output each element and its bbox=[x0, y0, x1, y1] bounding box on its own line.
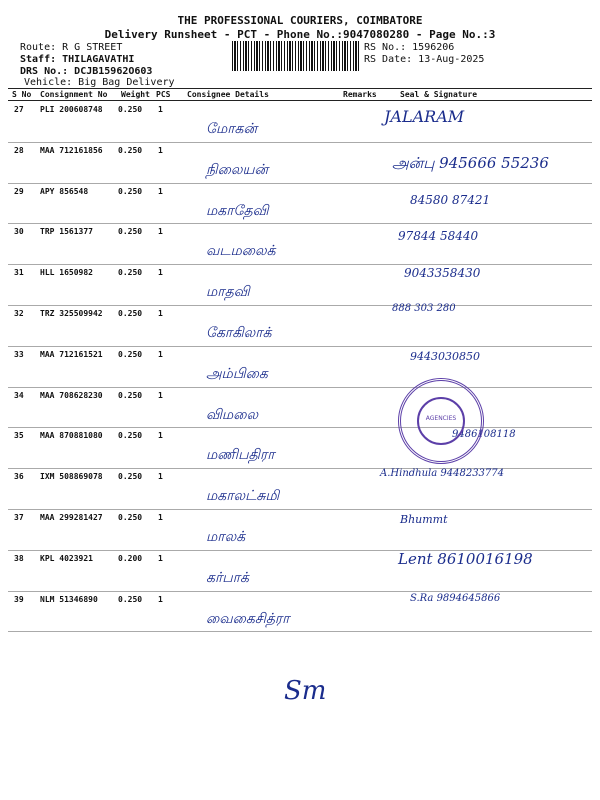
row-signature: A.Hindhula 9448233774 bbox=[380, 468, 505, 480]
runner-signature: Sm bbox=[284, 676, 327, 706]
row-weight: 0.250 bbox=[118, 594, 143, 604]
row-consignment: APY 856548 bbox=[40, 186, 89, 196]
col-pcs: PCS bbox=[156, 90, 171, 99]
row-consignment: HLL 1650982 bbox=[40, 268, 93, 278]
row-weight: 0.250 bbox=[118, 227, 143, 237]
row-signature: S.Ra 9894645866 bbox=[410, 592, 501, 604]
row-consignee: மாலக் bbox=[206, 529, 246, 545]
row-consignee: மகாலட்சுமி bbox=[206, 488, 280, 505]
row-consignee: மோகன் bbox=[206, 121, 258, 137]
row-consignee: அம்பிகை bbox=[206, 365, 268, 382]
row-signature: 9486108118 bbox=[452, 429, 516, 441]
row-divider bbox=[8, 346, 592, 347]
row-divider bbox=[8, 591, 592, 592]
row-consignment: MAA 299281427 bbox=[40, 513, 103, 522]
row-consignee: விமலை bbox=[206, 406, 259, 423]
row-consignee: நிலையன் bbox=[206, 161, 269, 178]
row-signature: 888 303 280 bbox=[392, 303, 456, 314]
col-consignee: Consignee Details bbox=[187, 90, 269, 99]
row-divider bbox=[8, 631, 592, 632]
row-consignment: MAA 712161521 bbox=[40, 349, 103, 359]
row-sno: 39 bbox=[14, 594, 24, 604]
drs-label: DRS No.: DCJB15962O603 bbox=[20, 66, 153, 77]
row-pcs: 1 bbox=[158, 186, 163, 196]
agency-stamp bbox=[398, 378, 484, 464]
col-remarks: Remarks bbox=[343, 90, 377, 99]
row-consignment: NLM 51346890 bbox=[40, 594, 98, 604]
row-weight: 0.250 bbox=[118, 268, 143, 278]
row-weight: 0.250 bbox=[118, 472, 143, 482]
row-consignment: PLI 200608748 bbox=[40, 105, 103, 114]
row-sno: 36 bbox=[14, 472, 24, 482]
row-pcs: 1 bbox=[158, 553, 163, 563]
row-weight: 0.250 bbox=[118, 349, 143, 359]
row-pcs: 1 bbox=[158, 349, 163, 359]
row-consignment: TRP 1561377 bbox=[40, 227, 93, 237]
row-sno: 28 bbox=[14, 145, 24, 155]
row-weight: 0.250 bbox=[118, 105, 143, 114]
row-pcs: 1 bbox=[158, 594, 163, 604]
row-consignment: MAA 712161856 bbox=[40, 145, 103, 155]
col-consignment: Consignment No bbox=[40, 90, 108, 99]
row-sno: 33 bbox=[14, 349, 24, 359]
row-consignment: TRZ 325509942 bbox=[40, 309, 103, 318]
row-weight: 0.250 bbox=[118, 186, 143, 196]
row-consignee: மணிபதிரா bbox=[206, 447, 275, 464]
row-divider bbox=[8, 305, 592, 306]
row-divider bbox=[8, 468, 592, 469]
row-signature: 97844 58440 bbox=[398, 229, 479, 244]
row-sno: 38 bbox=[14, 553, 24, 563]
row-sno: 37 bbox=[14, 513, 24, 522]
table-top-rule bbox=[8, 88, 592, 89]
row-divider bbox=[8, 509, 592, 510]
row-pcs: 1 bbox=[158, 145, 163, 155]
row-pcs: 1 bbox=[158, 309, 163, 318]
row-consignee: வைகைசித்ரா bbox=[206, 610, 290, 627]
row-sno: 31 bbox=[14, 268, 24, 278]
row-sno: 32 bbox=[14, 309, 24, 318]
barcode bbox=[232, 41, 360, 71]
row-weight: 0.250 bbox=[118, 145, 143, 155]
row-consignment: MAA 708628230 bbox=[40, 390, 103, 400]
row-divider bbox=[8, 264, 592, 265]
row-consignee: மகாதேவி bbox=[206, 202, 269, 219]
row-signature: JALARAM bbox=[384, 107, 465, 126]
row-weight: 0.200 bbox=[118, 553, 143, 563]
row-pcs: 1 bbox=[158, 227, 163, 237]
col-weight: Weight bbox=[121, 90, 150, 99]
route-label: Route: R G STREET bbox=[20, 42, 123, 53]
row-signature: 9443030850 bbox=[410, 349, 480, 363]
row-consignment: IXM 508869078 bbox=[40, 472, 103, 482]
row-weight: 0.250 bbox=[118, 513, 143, 522]
row-weight: 0.250 bbox=[118, 309, 143, 318]
row-signature: 84580 87421 bbox=[410, 192, 491, 207]
row-consignee: கோகிலாக் bbox=[206, 325, 272, 341]
table-header-rule bbox=[8, 100, 592, 101]
row-signature: Lent 8610016198 bbox=[398, 549, 533, 568]
document-title: THE PROFESSIONAL COURIERS, COIMBATORE bbox=[177, 14, 423, 27]
row-pcs: 1 bbox=[158, 472, 163, 482]
row-consignment: KPL 4023921 bbox=[40, 553, 93, 563]
rs-number: RS No.: 1596206 bbox=[364, 42, 455, 53]
vehicle-label: Vehicle: Big Bag Delivery bbox=[24, 77, 175, 88]
row-weight: 0.250 bbox=[118, 390, 143, 400]
row-pcs: 1 bbox=[158, 390, 163, 400]
staff-label: Staff: THILAGAVATHI bbox=[20, 54, 135, 65]
row-sno: 27 bbox=[14, 105, 24, 114]
row-consignment: MAA 870881080 bbox=[40, 431, 103, 441]
document-subtitle: Delivery Runsheet - PCT - Phone No.:9047080280 - Page No.:3 bbox=[104, 28, 496, 41]
stamp-text: AGENCIES bbox=[425, 415, 457, 422]
row-signature: அன்பு 945666 55236 bbox=[392, 153, 549, 172]
col-signature: Seal & Signature bbox=[400, 90, 478, 99]
row-divider bbox=[8, 183, 592, 184]
row-signature: 9043358430 bbox=[404, 266, 481, 281]
row-pcs: 1 bbox=[158, 513, 163, 522]
row-pcs: 1 bbox=[158, 268, 163, 278]
row-sno: 35 bbox=[14, 431, 24, 441]
row-pcs: 1 bbox=[158, 105, 163, 114]
row-consignee: வடமலைக் bbox=[206, 243, 276, 260]
row-consignee: மாதவி bbox=[206, 284, 250, 301]
row-divider bbox=[8, 427, 592, 428]
row-sno: 30 bbox=[14, 227, 24, 237]
row-consignee: கர்பாக் bbox=[206, 569, 249, 586]
row-divider bbox=[8, 223, 592, 224]
row-signature: Bhummt bbox=[400, 513, 448, 526]
row-divider bbox=[8, 387, 592, 388]
rs-date: RS Date: 13-Aug-2025 bbox=[364, 54, 485, 65]
row-weight: 0.250 bbox=[118, 431, 143, 441]
row-divider bbox=[8, 142, 592, 143]
row-sno: 34 bbox=[14, 390, 24, 400]
row-pcs: 1 bbox=[158, 431, 163, 441]
col-sno: S No bbox=[12, 90, 32, 99]
row-sno: 29 bbox=[14, 186, 24, 196]
